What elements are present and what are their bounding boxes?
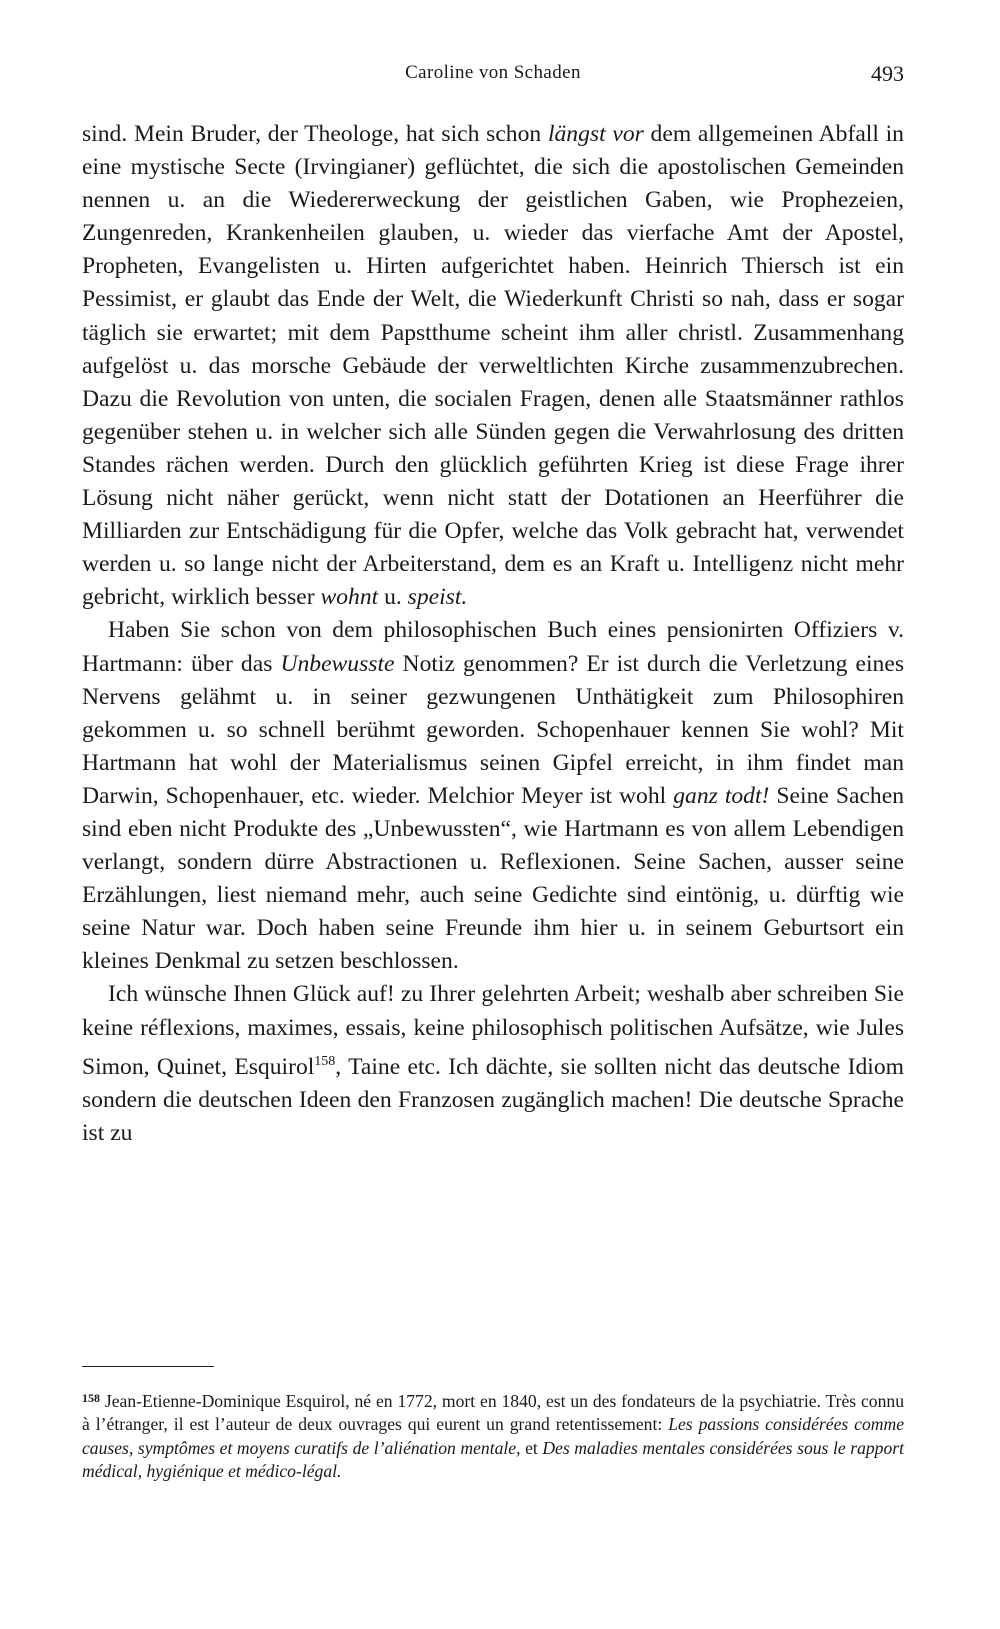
body-text xyxy=(82,118,904,1150)
footnote-marker: 158 xyxy=(82,1391,100,1405)
text-run: sind. Mein Bruder, der Theologe, hat sich schon xyxy=(82,121,548,147)
text-run: u. xyxy=(378,584,408,611)
text-run: Ich wünsche Ihnen Glück auf! zu Ihrer gelehrten Arbeit; weshalb aber schreiben Sie keine réflexions, maximes, essais, keine philosophisch politischen Aufsätze, wie Jules Simon, Quinet, Esquirol xyxy=(82,981,904,1080)
paragraph xyxy=(82,978,904,1149)
italic-text: längst vor xyxy=(547,121,644,147)
running-title: Caroline von Schaden xyxy=(405,62,581,83)
text-run: dem allgemeinen Abfall in eine mystische Secte (Irvingianer) geflüchtet, die sich die apostolischen Gemeinden nennen u. an die Wiedererweckung der geistlichen Gaben, wie Prophezeien, Zungenreden, Krankenheilen glauben, u. wieder das vierfache Amt der Apostel, Propheten, Evangelisten u. Hirten aufgerichtet haben. Heinrich Thiersch ist ein Pessimist, er glaubt das Ende der Welt, die Wiederkunft Christi so nah, dass er sogar täglich sie erwartet; mit dem Papstthume scheint ihm aller christl. Zusammenhang aufgelöst u. das morsche Gebäude der verweltlichten Kirche zusammenzubrechen. Dazu die Revolution von unten, die socialen Fragen, denen alle Staatsmänner rathlos gegenüber stehen u. in welcher sich alle Sünden gegen die Verwahrlosung des dritten Standes rächen werden. Durch den glücklich geführten Krieg ist diese Frage ihrer Lösung nicht näher gerückt, wenn nicht statt der Dotationen an Heerführer die Milliarden zur Entschädigung für die Opfer, welche das Volk gebracht hat, verwendet werden u. so lange nicht der Arbeiterstand, dem es an Kraft u. Intelligenz nicht mehr gebricht, wirklich besser xyxy=(82,121,904,611)
footnote-italic-text: Des maladies mentales considérées sous le rapport médical, hygiénique et médico-légal. xyxy=(82,1437,904,1482)
italic-text: ganz todt! xyxy=(673,782,770,809)
text-run: Seine Sachen sind eben nicht Produkte des „Unbewussten“, wie Hartmann es von allem Lebendigen verlangt, sondern dürre Abstractionen u. Reflexionen. Seine Sachen, ausser seine Erzählungen, liest niemand mehr, auch seine Gedichte sind eintönig, u. dürftig wie seine Natur war. Doch haben seine Freunde ihm hier u. in seinem Geburtsort ein kleines Denkmal zu setzen beschlossen. xyxy=(82,782,904,975)
footnote-italic-text: Les passions considérées comme causes, symptômes et moyens curatifs de l’aliénation mentale, xyxy=(82,1414,904,1458)
footnote-divider xyxy=(82,1366,214,1367)
text-run: Notiz genommen? Er ist durch die Verletzung eines Nervens gelähmt u. in seiner gezwungenen Unthätigkeit zum Philosophiren gekommen u. so schnell berühmt geworden. Schopenhauer kennen Sie wohl? Mit Hartmann hat wohl der Materialismus seinen Gipfel erreicht, in ihm findet man Darwin, Schopenhauer, etc. wieder. Melchior Meyer ist wohl xyxy=(82,650,904,809)
footnote-text: et xyxy=(520,1437,543,1458)
paragraph xyxy=(82,614,904,978)
italic-text: speist. xyxy=(407,584,468,611)
footnote-text: Jean-Etienne-Dominique Esquirol, né en 1772, mort en 1840, est un des fondateurs de la psychiatrie. Très connu à l’étranger, il est l’auteur de deux ouvrages qui eurent un grand retentissement: xyxy=(82,1391,904,1435)
italic-text: Unbewusste xyxy=(280,650,395,677)
paragraph xyxy=(82,118,904,614)
italic-text: wohnt xyxy=(320,584,379,611)
page-number: 493 xyxy=(871,61,904,86)
footnote-reference: 158 xyxy=(314,1053,336,1069)
page-header xyxy=(82,62,904,92)
text-run: Haben Sie schon von dem philosophischen Buch eines pensionirten Offiziers v. Hartmann: über das xyxy=(82,617,904,677)
text-run: , Taine etc. Ich dächte, sie sollten nicht das deutsche Idiom sondern die deutschen Ideen den Franzosen zugänglich machen! Die deutsche Sprache ist zu xyxy=(82,1053,904,1146)
footnote xyxy=(82,1387,904,1484)
